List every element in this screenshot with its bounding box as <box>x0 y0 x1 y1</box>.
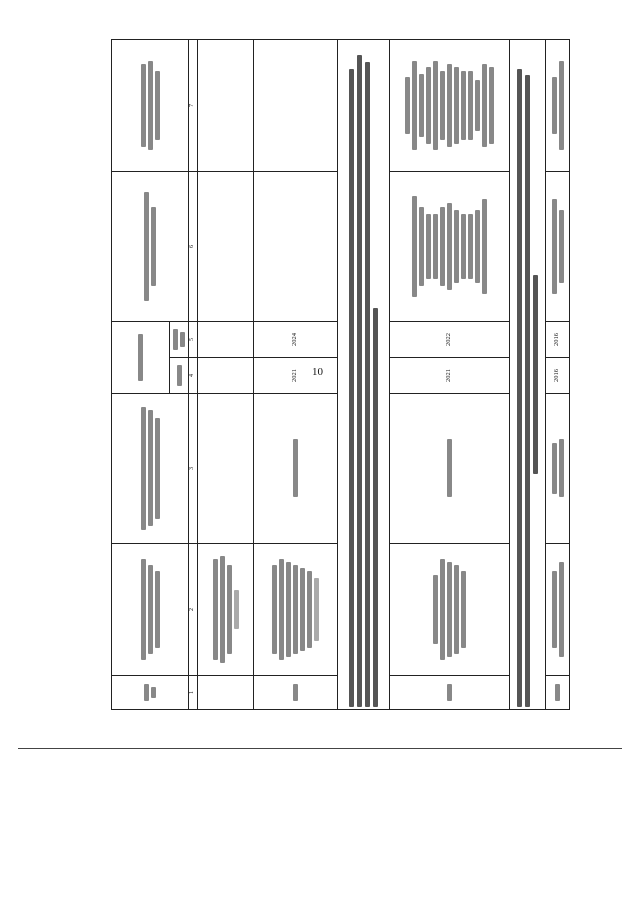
table-cell <box>198 676 254 710</box>
rotated-table-region <box>111 40 591 710</box>
table-cell <box>546 172 570 322</box>
section-row <box>510 40 546 710</box>
table-cell <box>198 40 254 172</box>
page-number: 10 <box>312 366 323 378</box>
column-numbers-row <box>189 40 198 710</box>
column-number: 1 <box>189 676 198 710</box>
column-number: 3 <box>189 394 198 544</box>
table-cell <box>390 676 510 710</box>
page-rule <box>18 748 622 749</box>
table-cell <box>546 544 570 676</box>
table-cell <box>254 394 338 544</box>
header-cell <box>112 676 189 710</box>
section-row <box>338 40 390 710</box>
table-header-row <box>112 40 170 710</box>
table-cell <box>254 544 338 676</box>
column-number: 6 <box>189 172 198 322</box>
column-number: 7 <box>189 40 198 172</box>
table-row <box>390 40 510 710</box>
table-cell <box>390 172 510 322</box>
table-row <box>198 40 254 710</box>
table-cell <box>546 40 570 172</box>
table-cell: 2016 <box>546 358 570 394</box>
table-cell <box>390 40 510 172</box>
table-cell <box>254 40 338 172</box>
column-number: 5 <box>189 322 198 358</box>
column-number: 4 <box>189 358 198 394</box>
table-cell <box>198 172 254 322</box>
section-heading <box>510 40 546 710</box>
table-row <box>546 40 570 710</box>
table-cell: 2022 <box>390 322 510 358</box>
header-cell <box>112 172 189 322</box>
table-cell <box>198 322 254 358</box>
table-cell: 2021 <box>254 358 338 394</box>
table-cell <box>198 358 254 394</box>
table-cell <box>254 676 338 710</box>
section-heading <box>338 40 390 710</box>
table-cell: 2024 <box>254 322 338 358</box>
table-cell <box>254 172 338 322</box>
header-cell <box>112 394 189 544</box>
header-cell <box>112 544 189 676</box>
table-cell: 2016 <box>546 322 570 358</box>
table-cell <box>198 544 254 676</box>
table-row <box>254 40 338 710</box>
header-cell <box>112 322 170 394</box>
table-cell <box>390 394 510 544</box>
column-number: 2 <box>189 544 198 676</box>
measures-table <box>111 39 570 710</box>
table-cell <box>198 394 254 544</box>
table-cell: 2021 <box>390 358 510 394</box>
table-cell <box>546 676 570 710</box>
table-cell <box>546 394 570 544</box>
header-cell <box>170 358 189 394</box>
table-cell <box>390 544 510 676</box>
header-cell <box>170 322 189 358</box>
header-cell <box>112 40 189 172</box>
